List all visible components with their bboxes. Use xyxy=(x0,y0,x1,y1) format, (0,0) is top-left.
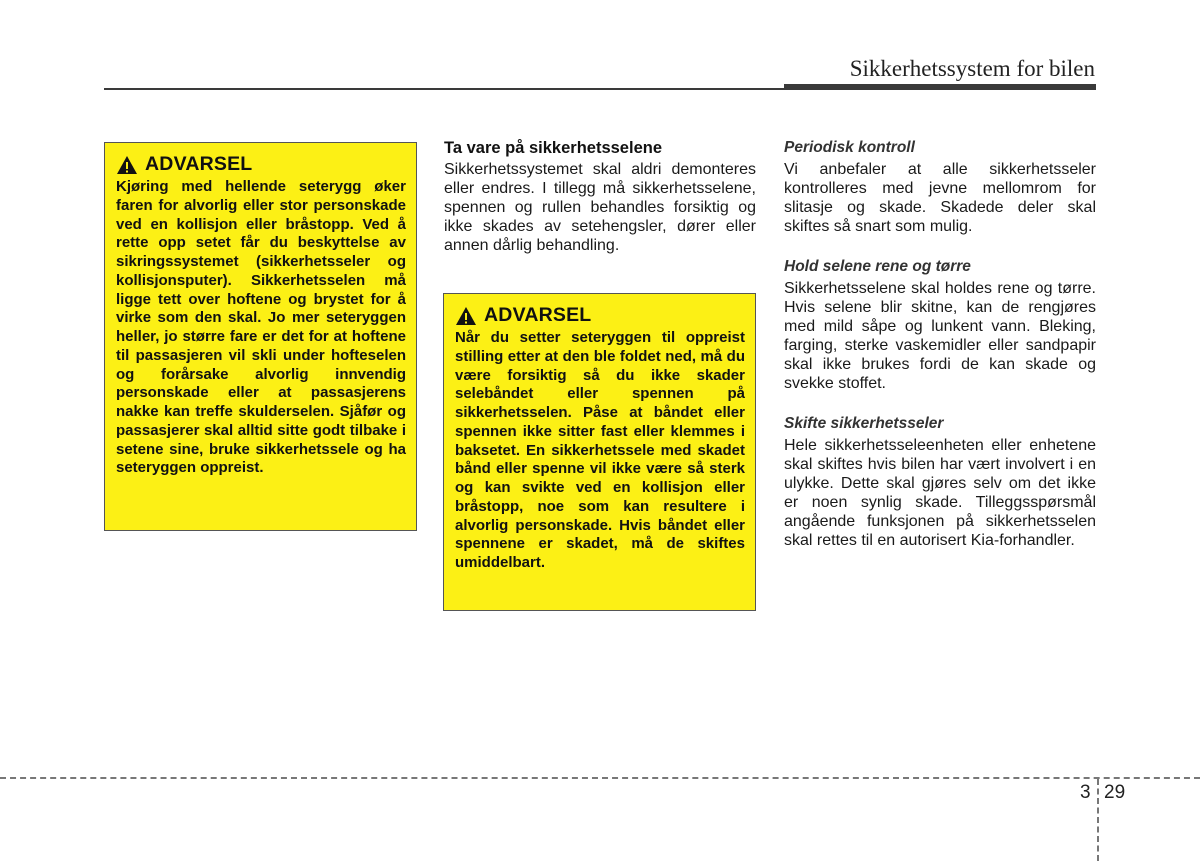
warning-header xyxy=(116,153,406,176)
section-paragraph-keep-clean: Sikkerhetsselene skal holdes rene og tørre. Hvis selene blir skitne, kan de rengjøres med mild såpe og lunkent vann. Bleking, farging, sterke vaskemidler eller sandpapir skal ikke brukes fordi de kan skade og svekke stoffet. xyxy=(784,280,1096,392)
warning-triangle-icon xyxy=(116,155,138,175)
warning-triangle-icon xyxy=(455,306,477,326)
maintenance-column xyxy=(784,139,1096,550)
section-heading-replace: Skifte sikkerhetsseler xyxy=(784,415,944,432)
warning-title: ADVARSEL xyxy=(145,153,253,175)
section-paragraph-replace: Hele sikkerhetsseleenheten eller enhetene skal skiftes hvis bilen har vært involvert i en ulykke. Dette skal gjøres selv om det ikke er noen synlig skade. Tilleggsspørsmål angående funksjonen på sikkerhetsselen skal rettes til en autorisert Kia-forhandler. xyxy=(784,437,1096,549)
header-rule xyxy=(104,88,784,90)
footer-divider xyxy=(0,777,1200,779)
section-heading-periodic-check: Periodisk kontroll xyxy=(784,139,915,156)
warning-box-seatback-fold xyxy=(443,293,756,611)
care-heading: Ta vare på sikkerhetsselene xyxy=(444,139,662,157)
warning-text: Når du setter seteryggen til oppreist stilling etter at den ble foldet ned, må du være forsiktig så du ikke skader selebåndet eller spennen på sikkerhetsselen. Påse at båndet eller spennen ikke sitter fast eller klemmes i baksetet. En sikkerhetssele med skadet bånd eller spenne vil ikke være så sterk og kan svikte ved en kollisjon eller bråstopp, noe som kan resultere i alvorlig personskade. Hvis båndet eller spennene er skadet, må de skiftes umiddelbart. xyxy=(455,329,745,571)
warning-title: ADVARSEL xyxy=(484,304,592,326)
section-paragraph-periodic-check: Vi anbefaler at alle sikkerhetsseler kontrolleres med jevne mellomrom for slitasje og skade. Skadede deler skal skiftes så snart som mulig. xyxy=(784,161,1096,235)
footer-vertical-divider xyxy=(1097,779,1099,861)
care-column xyxy=(444,139,756,255)
section-heading-keep-clean: Hold selene rene og tørre xyxy=(784,258,971,275)
header-rule-accent xyxy=(784,84,1096,90)
page-number: 29 xyxy=(1104,782,1126,803)
warning-header xyxy=(455,304,745,327)
chapter-number: 3 xyxy=(1080,782,1091,803)
care-paragraph: Sikkerhetssystemet skal aldri demonteres eller endres. I tillegg må sikkerhetsselene, spennen og rullen behandles forsiktig og ikke skades av setehengsler, dører eller annen dårlig behandling. xyxy=(444,161,756,254)
page-header-title: Sikkerhetssystem for bilen xyxy=(849,56,1095,81)
warning-box-reclined-seat xyxy=(104,142,417,531)
warning-text: Kjøring med hellende seterygg øker faren for alvorlig eller stor personskade ved en kollisjon eller bråstopp. Ved å rette opp setet får du beskyttelse av sikringssystemet (sikkerhetsseler og kollisjonsputer). Sikkerhetsselen må ligge tett over hoftene og brystet for å virke som den skal. Jo mer seteryggen heller, jo større fare er det for at hoftene til passasjeren vil skli under hofteselen og forårsake alvorlig innvendig personskade eller at passasjerens nakke kan treffe skulderselen. Sjåfør og passasjerer skal alltid sitte godt tilbake i setene sine, bruke sikkerhetssele og ha seteryggen oppreist. xyxy=(116,178,406,477)
